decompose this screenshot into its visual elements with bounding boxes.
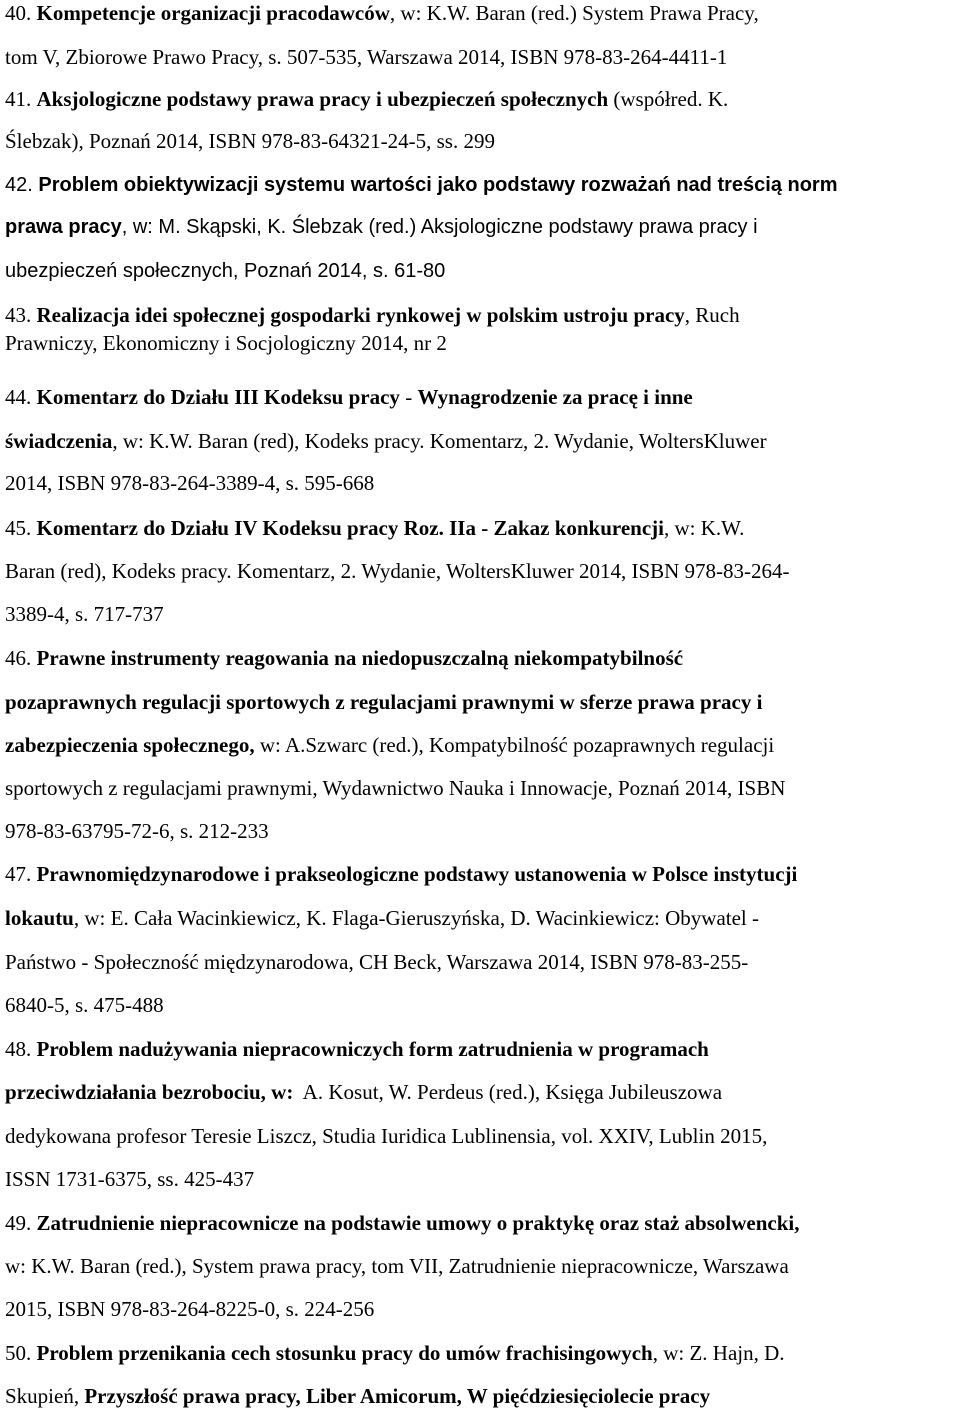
entry-45-line-3: 3389-4, s. 717-737 bbox=[5, 602, 164, 626]
entry-46-line-2: pozaprawnych regulacji sportowych z regulacjami prawnymi w sferze prawa pracy i bbox=[5, 690, 763, 714]
entry-40-number: 40. bbox=[5, 1, 37, 25]
entry-46-number: 46. bbox=[5, 646, 37, 670]
entry-41-title: Aksjologiczne podstawy prawa pracy i ubezpieczeń społecznych bbox=[36, 87, 609, 111]
entry-40-line-2: tom V, Zbiorowe Prawo Pracy, s. 507-535, Warszawa 2014, ISBN 978-83-264-4411-1 bbox=[5, 45, 728, 69]
entry-49-line-2: w: K.W. Baran (red.), System prawa pracy, tom VII, Zatrudnienie niepracownicze, Warszawa bbox=[5, 1254, 789, 1278]
entry-48-number: 48. bbox=[5, 1037, 37, 1061]
entry-48-line-3: dedykowana profesor Teresie Liszcz, Studia Iuridica Lublinensia, vol. XXIV, Lublin 2015, bbox=[5, 1124, 768, 1148]
entry-47-line-4: 6840-5, s. 475-488 bbox=[5, 993, 164, 1017]
entry-49-line-3: 2015, ISBN 978-83-264-8225-0, s. 224-256 bbox=[5, 1297, 375, 1321]
entry-46-line-4: sportowych z regulacjami prawnymi, Wydawnictwo Nauka i Innowacje, Poznań 2014, ISBN bbox=[5, 776, 786, 800]
entry-48-title: Problem nadużywania niepracowniczych form zatrudnienia w programach bbox=[36, 1037, 709, 1061]
entry-46-line-3: zabezpieczenia społecznego, w: A.Szwarc (red.), Kompatybilność pozaprawnych regulacji bbox=[5, 733, 775, 757]
entry-42-line-2: prawa pracy, w: M. Skąpski, K. Ślebzak (red.) Aksjologiczne podstawy prawa pracy i bbox=[5, 216, 758, 238]
entry-49-number: 49. bbox=[5, 1211, 37, 1235]
entry-43-title: Realizacja idei społecznej gospodarki rynkowej w polskim ustroju pracy bbox=[36, 303, 685, 327]
entry-48-line-2: przeciwdziałania bezrobociu, w: A. Kosut, W. Perdeus (red.), Księga Jubileuszowa bbox=[5, 1080, 723, 1104]
entry-47-number: 47. bbox=[5, 862, 37, 886]
entry-49-title: Zatrudnienie niepracownicze na podstawie umowy o praktykę oraz staż absolwencki, bbox=[36, 1211, 800, 1235]
entry-45-number: 45. bbox=[5, 516, 37, 540]
entry-41-number: 41. bbox=[5, 87, 37, 111]
entry-41-line-2: Ślebzak), Poznań 2014, ISBN 978-83-64321-24-5, ss. 299 bbox=[5, 129, 495, 153]
entry-46-line-5: 978-83-63795-72-6, s. 212-233 bbox=[5, 819, 269, 843]
entry-43-number: 43. bbox=[5, 303, 37, 327]
entry-48-line-1 bbox=[5, 1036, 709, 1062]
entry-40-line-1: 40. Kompetencje organizacji pracodawców, w: K.W. Baran (red.) System Prawa Pracy, bbox=[5, 1, 759, 25]
entry-42-number: 42. bbox=[5, 174, 39, 196]
entry-43-line-2: Prawniczy, Ekonomiczny i Socjologiczny 2014, nr 2 bbox=[5, 331, 447, 355]
entry-50-line-2: Skupień, Przyszłość prawa pracy, Liber Amicorum, W pięćdziesięciolecie pracy bbox=[5, 1384, 711, 1408]
entry-47-line-2: lokautu, w: E. Cała Wacinkiewicz, K. Flaga-Gieruszyńska, D. Wacinkiewicz: Obywatel - bbox=[5, 906, 759, 930]
entry-45-title: Komentarz do Działu IV Kodeksu pracy Roz. IIa - Zakaz konkurencji bbox=[36, 516, 665, 540]
entry-41-line-1: 41. Aksjologiczne podstawy prawa pracy i ubezpieczeń społecznych (współred. K. bbox=[5, 87, 729, 111]
entry-44-number: 44. bbox=[5, 385, 37, 409]
entry-47-line-1 bbox=[5, 861, 797, 887]
entry-50-line-1: 50. Problem przenikania cech stosunku pracy do umów frachisingowych, w: Z. Hajn, D. bbox=[5, 1341, 785, 1365]
entry-42-line-3: ubezpieczeń społecznych, Poznań 2014, s. 61-80 bbox=[5, 260, 446, 282]
entry-46-line-1 bbox=[5, 645, 683, 671]
entry-48-line-4: ISSN 1731-6375, ss. 425-437 bbox=[5, 1167, 255, 1191]
entry-45-line-2: Baran (red), Kodeks pracy. Komentarz, 2. Wydanie, WoltersKluwer 2014, ISBN 978-83-264- bbox=[5, 559, 790, 583]
entry-50-title: Problem przenikania cech stosunku pracy do umów frachisingowych bbox=[36, 1341, 653, 1365]
entry-44-title: Komentarz do Działu III Kodeksu pracy bbox=[36, 385, 400, 409]
entry-46-title: Prawne instrumenty reagowania na niedopuszczalną niekompatybilność bbox=[36, 646, 684, 670]
entry-44-line-2: świadczenia, w: K.W. Baran (red), Kodeks pracy. Komentarz, 2. Wydanie, WoltersKluwer bbox=[5, 429, 767, 453]
entry-40-title: Kompetencje organizacji pracodawców bbox=[36, 1, 390, 25]
entry-47-title: Prawnomiędzynarodowe i prakseologiczne podstawy ustanowenia w Polsce instytucji bbox=[36, 862, 798, 886]
entry-47-line-3: Państwo - Społeczność międzynarodowa, CH Beck, Warszawa 2014, ISBN 978-83-255- bbox=[5, 950, 749, 974]
entry-43-line-1: 43. Realizacja idei społecznej gospodarki rynkowej w polskim ustroju pracy, Ruch bbox=[5, 303, 740, 327]
entry-42-line-1 bbox=[5, 172, 838, 198]
entry-44-line-3: 2014, ISBN 978-83-264-3389-4, s. 595-668 bbox=[5, 471, 375, 495]
entry-50-number: 50. bbox=[5, 1341, 37, 1365]
entry-44-line-1: 44. Komentarz do Działu III Kodeksu pracy - Wynagrodzenie za pracę i inne bbox=[5, 385, 693, 409]
entry-45-line-1: 45. Komentarz do Działu IV Kodeksu pracy Roz. IIa - Zakaz konkurencji, w: K.W. bbox=[5, 516, 745, 540]
entry-49-line-1 bbox=[5, 1210, 800, 1236]
entry-42-title: Problem obiektywizacji systemu wartości jako podstawy rozważań nad treścią norm bbox=[38, 174, 838, 196]
